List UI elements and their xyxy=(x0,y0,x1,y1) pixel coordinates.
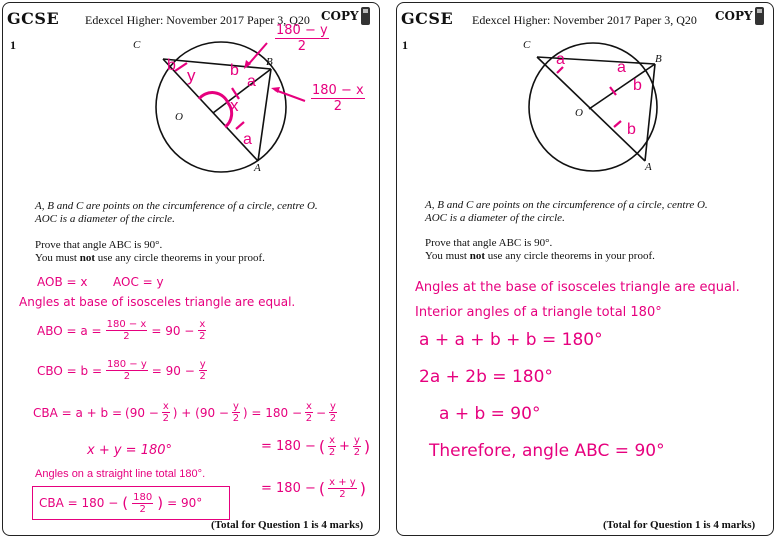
paper-title: Edexcel Higher: November 2017 Paper 3, Q20 xyxy=(472,13,697,27)
final-answer-box: CBA = 180 − ( $\frac{180}{2}$ ) = 90° xyxy=(32,486,230,520)
label-A: A xyxy=(645,161,652,173)
label-O: O xyxy=(175,111,183,123)
equation-a-plus-b: a + b = 90° xyxy=(439,404,541,424)
pointer-arrow xyxy=(247,43,267,66)
copy-label: COPY xyxy=(715,9,753,23)
label-B: B xyxy=(266,56,273,68)
gcse-logo: GCSE xyxy=(7,9,60,28)
copy-label: COPY xyxy=(321,9,359,23)
question-line-1: A, B and C are points on the circumference of a circle, centre O. xyxy=(35,200,318,212)
question-number: 1 xyxy=(10,38,16,52)
question-number: 1 xyxy=(402,38,408,52)
label-C: C xyxy=(133,39,141,51)
annotation-180-minus-x: $\frac{180 - x}{2}$ xyxy=(312,83,364,114)
straight-line-equation: x + y = 180° xyxy=(87,443,173,458)
isosceles-note: Angles at the base of isosceles triangle are equal. xyxy=(415,280,740,295)
right-worksheet-panel xyxy=(396,2,774,536)
total-marks: (Total for Question 1 is 4 marks) xyxy=(211,519,364,531)
angle-label-a: a xyxy=(617,59,626,76)
prove-text: Prove that angle ABC is 90°. xyxy=(35,239,163,251)
must-not-text: You must not use any circle theorems in your proof. xyxy=(425,250,655,262)
must-not-text: You must not use any circle theorems in your proof. xyxy=(35,252,265,264)
diameter-AC xyxy=(537,57,645,161)
equation-step-2: = 180 − ( $\frac{x}{2}$ + $\frac{y}{2}$ ) xyxy=(261,435,371,458)
chord-BA xyxy=(258,69,271,161)
equation-step-3: = 180 − ( $\frac{x + y}{2}$ ) xyxy=(261,477,366,500)
paper-title: Edexcel Higher: November 2017 Paper 3, Q20 xyxy=(85,13,310,27)
equation-cba: CBA = a + b = (90 − $\frac{x}{2}$ ) + (90 − $\frac{y}{2}$ ) = 180 − $\frac{x}{2}$ − $\frac{y}{2}$ xyxy=(33,401,337,424)
tick-mark xyxy=(175,63,187,71)
left-worksheet-panel xyxy=(2,2,380,536)
prove-text: Prove that angle ABC is 90°. xyxy=(425,237,553,249)
straight-line-note: Angles on a straight line total 180°. xyxy=(35,468,206,480)
tick-mark xyxy=(236,122,244,129)
angle-label-b: b xyxy=(167,57,176,74)
angle-label-a: a xyxy=(243,131,252,148)
radius-OB xyxy=(213,69,271,113)
angle-aob: AOB = x xyxy=(37,275,88,289)
angle-label-x: x xyxy=(230,96,239,115)
equation-2a-2b: 2a + 2b = 180° xyxy=(419,367,553,387)
conclusion: Therefore, angle ABC = 90° xyxy=(429,441,665,461)
tick-mark xyxy=(614,121,621,127)
angle-label-a: a xyxy=(247,73,256,90)
angle-label-b: b xyxy=(633,77,642,94)
label-B: B xyxy=(655,53,662,65)
annotation-180-minus-y: $\frac{180 - y}{2}$ xyxy=(276,23,328,54)
label-O: O xyxy=(575,107,583,119)
label-C: C xyxy=(523,39,531,51)
interior-angles-note: Interior angles of a triangle total 180° xyxy=(415,305,662,320)
equation-sum: a + a + b + b = 180° xyxy=(419,330,603,350)
pointer-arrow xyxy=(275,90,305,101)
angle-aoc: AOC = y xyxy=(113,275,164,289)
angle-label-b: b xyxy=(230,62,239,79)
total-marks: (Total for Question 1 is 4 marks) xyxy=(603,519,756,531)
angle-label-a: a xyxy=(556,51,565,68)
question-line-2: AOC is a diameter of the circle. xyxy=(425,212,565,224)
question-line-1: A, B and C are points on the circumference of a circle, centre O. xyxy=(425,199,708,211)
isosceles-note: Angles at base of isosceles triangle are equal. xyxy=(19,295,296,309)
angle-label-b: b xyxy=(627,121,636,138)
question-line-2: AOC is a diameter of the circle. xyxy=(35,213,175,225)
angle-label-y: y xyxy=(187,66,196,85)
label-A: A xyxy=(254,162,261,174)
equation-cbo: CBO = b = $\frac{180 - y}{2}$ = 90 − $\frac{y}{2}$ xyxy=(37,359,206,382)
equation-abo: ABO = a = $\frac{180 - x}{2}$ = 90 − $\frac{x}{2}$ xyxy=(37,319,206,342)
gcse-logo: GCSE xyxy=(401,9,454,28)
